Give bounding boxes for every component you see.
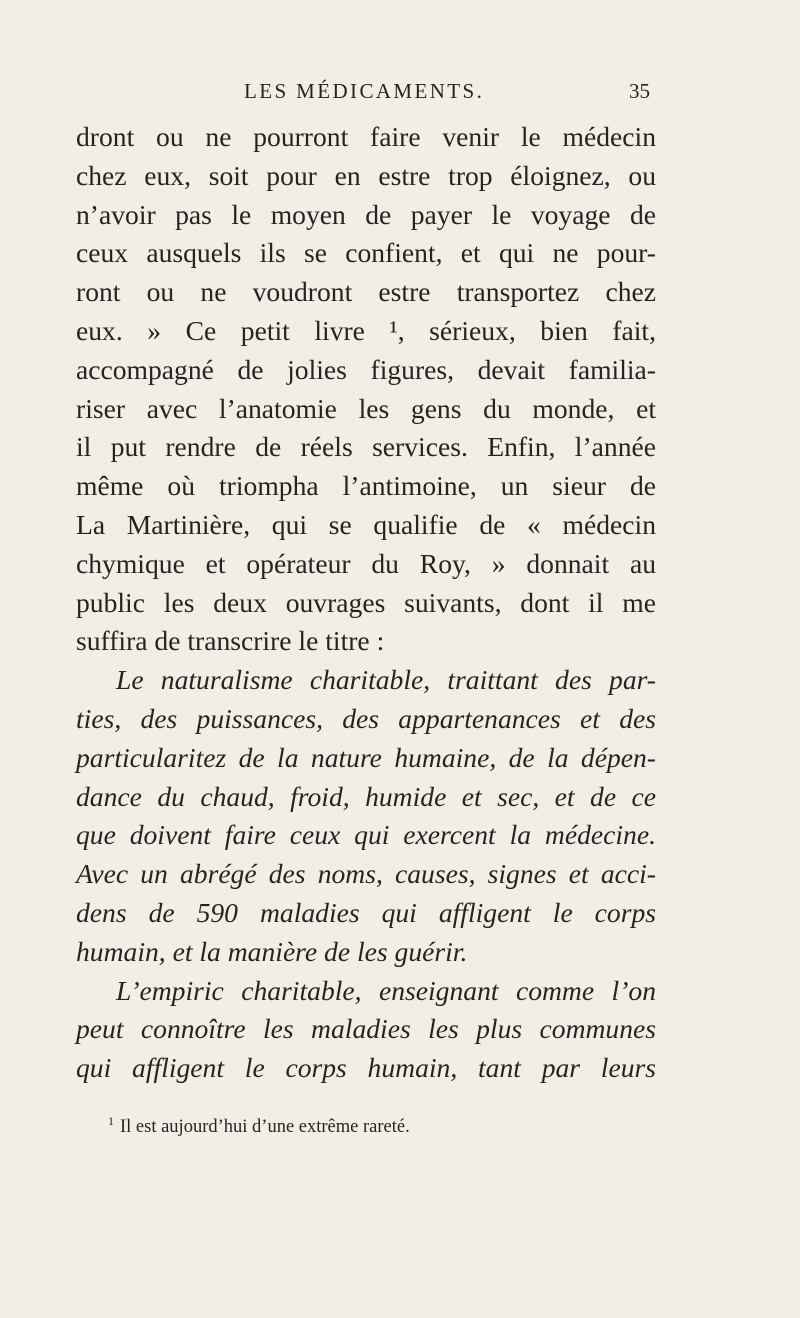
text-line: qui affligent le corps humain, tant par leurs <box>76 1052 656 1084</box>
text-line: peut connoître les maladies les plus communes <box>76 1013 656 1045</box>
text-line: dance du chaud, froid, humide et sec, et de ce <box>76 780 656 812</box>
italic-title-paragraph-1 <box>76 661 656 971</box>
footnote-mark: 1 <box>108 1114 114 1128</box>
text-line: ceux ausquels ils se confient, et qui ne pour- <box>76 237 656 269</box>
text-line: que doivent faire ceux qui exercent la médecine. <box>76 819 656 851</box>
text-line: dens de 590 maladies qui affligent le corps <box>76 896 656 928</box>
text-line: Le naturalisme charitable, traittant des par- <box>116 664 656 696</box>
roman-paragraph <box>76 118 656 661</box>
italic-title-paragraph-2 <box>76 972 656 1088</box>
text-line: L’empiric charitable, enseignant comme l’on <box>116 974 656 1006</box>
text-line: ront ou ne voudront estre transportez chez <box>76 276 656 308</box>
text-line: particularitez de la nature humaine, de la dépen- <box>76 741 656 773</box>
text-line: chymique et opérateur du Roy, » donnait au <box>76 547 656 579</box>
running-title: LES MÉDICAMENTS. <box>244 79 485 103</box>
text-line: dront ou ne pourront faire venir le médecin <box>76 121 656 152</box>
text-line: même où triompha l’antimoine, un sieur de <box>76 470 656 502</box>
text-line: La Martinière, qui se qualifie de « médecin <box>76 508 656 540</box>
text-line: Avec un abrégé des noms, causes, signes et acci- <box>76 858 656 890</box>
text-line: n’avoir pas le moyen de payer le voyage de <box>76 198 656 230</box>
page-header <box>0 76 800 106</box>
text-line: il put rendre de réels services. Enfin, l’année <box>76 431 656 463</box>
text-line: accompagné de jolies figures, devait familia- <box>76 353 656 385</box>
page-number: 35 <box>629 79 650 103</box>
text-line: humain, et la manière de les guérir. <box>76 935 468 967</box>
footnote-text: Il est aujourd’hui d’une extrême rareté. <box>120 1117 410 1138</box>
text-line: chez eux, soit pour en estre trop éloignez, ou <box>76 159 656 191</box>
text-line: ties, des puissances, des appartenances et des <box>76 702 656 734</box>
text-line: public les deux ouvrages suivants, dont il me <box>76 586 656 618</box>
text-line: riser avec l’anatomie les gens du monde, et <box>76 392 656 424</box>
footnote <box>108 1108 410 1140</box>
text-line: eux. » Ce petit livre ¹, sérieux, bien fait, <box>76 314 656 346</box>
body-text <box>76 118 656 1088</box>
text-line: suffira de transcrire le titre : <box>76 625 385 657</box>
